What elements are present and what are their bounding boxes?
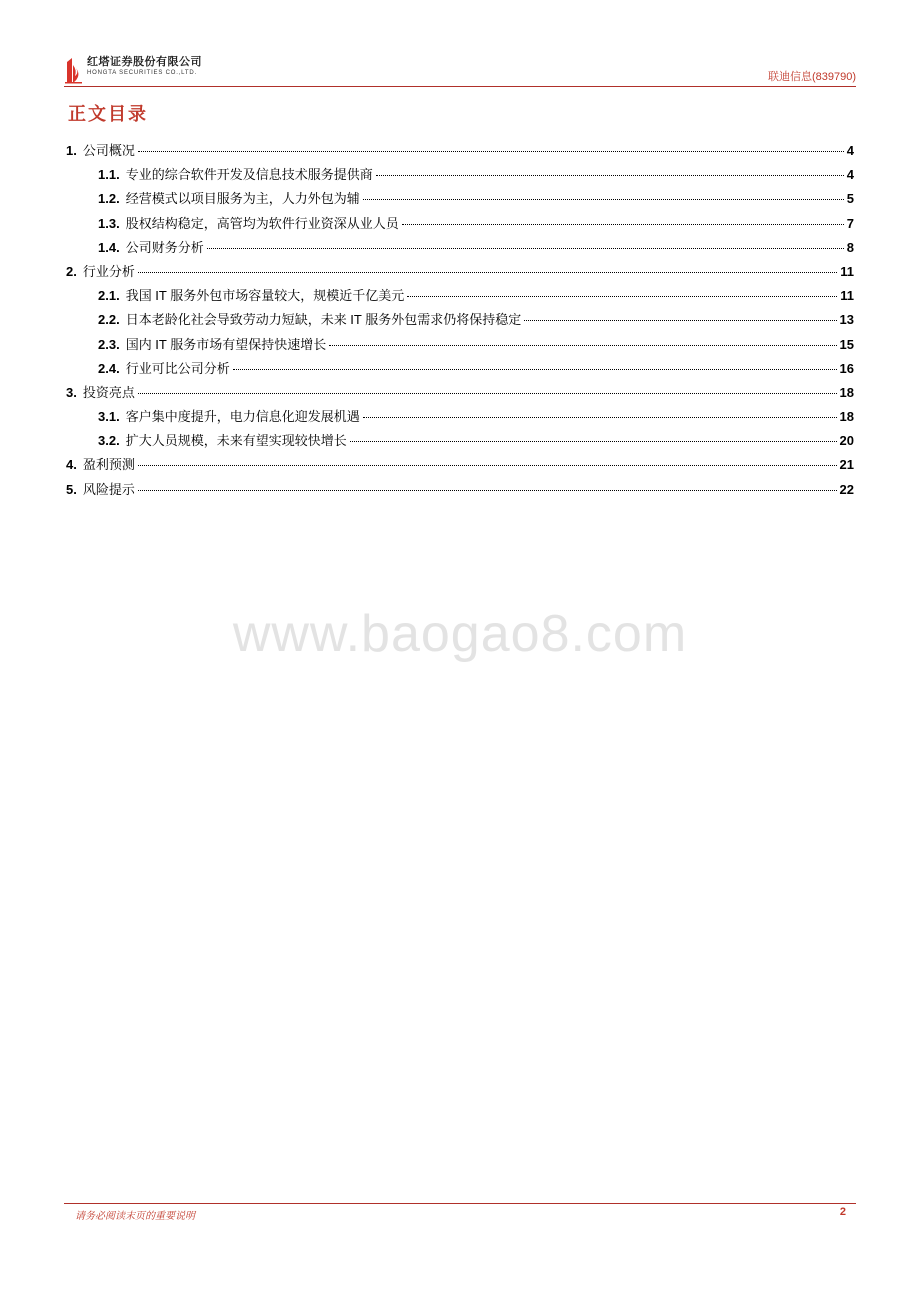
flame-logo-icon	[64, 56, 84, 84]
toc-entry-page: 4	[846, 143, 854, 158]
toc-entry[interactable]	[66, 140, 854, 164]
toc-dot-leader	[138, 490, 837, 491]
toc-entry-title: 客户集中度提升，电力信息化迎发展机遇	[125, 409, 360, 425]
toc-entry-title: 风险提示	[82, 481, 135, 497]
toc-entry-page: 4	[846, 167, 854, 183]
toc-entry-title: 投资亮点	[82, 384, 135, 400]
toc-entry-title: 我国 IT 服务外包市场容量较大，规模近千亿美元	[125, 288, 405, 304]
toc-entry-page: 21	[839, 457, 854, 473]
toc-entry-number: 1.1.	[98, 167, 120, 183]
toc-entry-title: 股权结构稳定，高管均为软件行业资深从业人员	[125, 215, 399, 231]
toc-dot-leader	[138, 465, 837, 466]
toc-entry[interactable]	[66, 382, 854, 406]
toc-heading: 正文目录	[68, 104, 148, 125]
toc-entry-page: 5	[846, 191, 854, 207]
page-header	[64, 52, 856, 88]
toc-entry[interactable]	[66, 479, 854, 503]
toc-entry-title: 日本老龄化社会导致劳动力短缺，未来 IT 服务外包需求仍将保持稳定	[125, 312, 522, 328]
page-number: 2	[839, 1206, 846, 1218]
toc-entry-page: 18	[839, 409, 854, 425]
toc-dot-leader	[402, 224, 844, 225]
toc-entry-title: 国内 IT 服务市场有望保持快速增长	[125, 336, 327, 352]
toc-entry-page: 8	[846, 239, 854, 255]
company-name-en: HONGTA SECURITIES CO.,LTD.	[87, 70, 197, 76]
toc-entry-page: 18	[839, 384, 854, 400]
toc-dot-leader	[329, 345, 836, 346]
toc-entry-title: 经营模式以项目服务为主，人力外包为辅	[125, 191, 360, 207]
toc-dot-leader	[138, 393, 837, 394]
toc-entry[interactable]	[66, 454, 854, 478]
company-logo	[64, 56, 202, 84]
toc-entry-number: 4.	[66, 457, 77, 473]
toc-entry[interactable]	[66, 334, 854, 358]
toc-entry[interactable]	[66, 164, 854, 188]
toc-entry-number: 2.3.	[98, 336, 120, 352]
toc-entry-number: 3.1.	[98, 409, 120, 425]
toc-entry-page: 13	[839, 312, 854, 328]
toc-entry[interactable]	[66, 261, 854, 285]
toc-dot-leader	[138, 151, 844, 152]
toc-dot-leader	[363, 199, 844, 200]
toc-entry-number: 5.	[66, 481, 77, 497]
toc-entry-number: 3.	[66, 384, 77, 400]
toc-entry[interactable]	[66, 188, 854, 212]
toc-entry[interactable]	[66, 285, 854, 309]
watermark: www.baogao8.com	[232, 605, 688, 663]
toc-entry-title: 盈利预测	[82, 457, 135, 473]
toc-entry-page: 7	[846, 215, 854, 231]
toc-entry-number: 1.3.	[98, 215, 120, 231]
toc-entry-page: 15	[839, 336, 854, 352]
toc-dot-leader	[376, 175, 844, 176]
toc-entry[interactable]	[66, 406, 854, 430]
footer-disclaimer: 请务必阅读末页的重要说明	[75, 1211, 195, 1222]
toc-entry-page: 22	[839, 481, 854, 497]
toc-dot-leader	[233, 369, 837, 370]
header-divider	[64, 86, 856, 87]
toc-entry-number: 3.2.	[98, 433, 120, 449]
toc-entry[interactable]	[66, 237, 854, 261]
toc-entry[interactable]	[66, 358, 854, 382]
company-name-cn: 红塔证券股份有限公司	[87, 56, 202, 68]
toc-entry-number: 1.	[66, 143, 77, 158]
toc-entry-title: 行业可比公司分析	[125, 360, 230, 376]
toc-dot-leader	[524, 320, 836, 321]
toc-entry-page: 11	[840, 263, 854, 279]
toc-entry-title: 公司概况	[82, 143, 135, 158]
report-subject: 联迪信息(839790)	[767, 71, 856, 83]
toc-entry-number: 2.4.	[98, 360, 120, 376]
footer-divider	[64, 1203, 856, 1204]
toc-entry[interactable]	[66, 213, 854, 237]
toc-entry-number: 2.1.	[98, 288, 120, 304]
toc-dot-leader	[363, 417, 837, 418]
toc-dot-leader	[407, 296, 837, 297]
toc-entry-title: 公司财务分析	[125, 239, 204, 255]
toc-entry[interactable]	[66, 430, 854, 454]
toc-entry-number: 2.2.	[98, 312, 120, 328]
toc-entry-title: 行业分析	[82, 263, 135, 279]
toc-entry[interactable]	[66, 309, 854, 333]
toc-entry-page: 11	[840, 288, 854, 304]
toc-entry-number: 2.	[66, 263, 77, 279]
toc-entry-page: 20	[839, 433, 854, 449]
toc-dot-leader	[138, 272, 837, 273]
toc-entry-number: 1.2.	[98, 191, 120, 207]
toc-entry-title: 扩大人员规模，未来有望实现较快增长	[125, 433, 347, 449]
toc-entry-number: 1.4.	[98, 239, 120, 255]
toc-entry-title: 专业的综合软件开发及信息技术服务提供商	[125, 167, 373, 183]
toc-dot-leader	[350, 441, 837, 442]
toc-dot-leader	[207, 248, 844, 249]
table-of-contents	[66, 140, 854, 503]
toc-entry-page: 16	[839, 360, 854, 376]
